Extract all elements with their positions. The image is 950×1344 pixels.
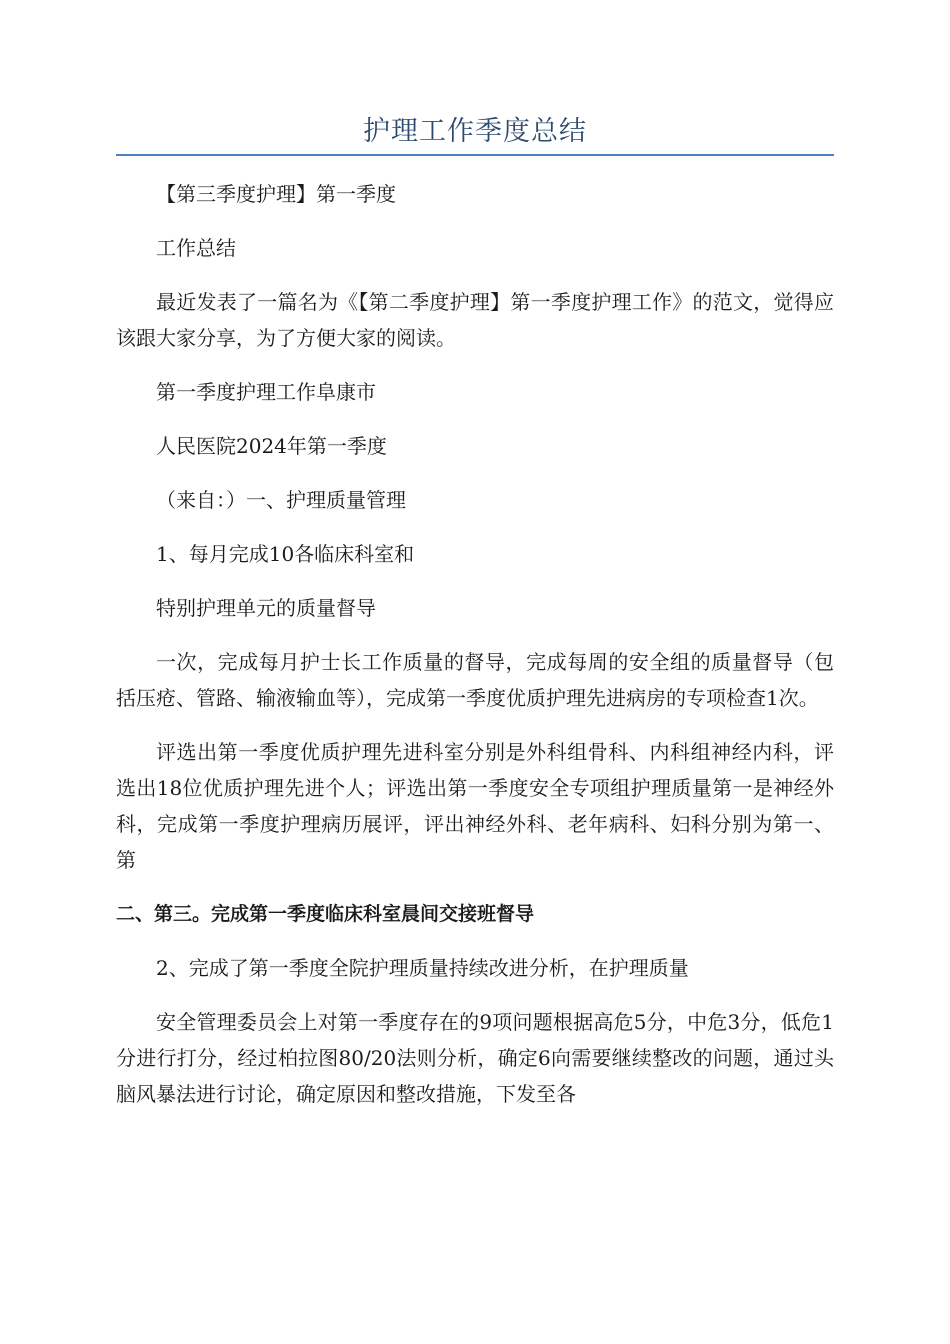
document-title: 护理工作季度总结: [363, 116, 587, 147]
paragraph-2: 工作总结: [156, 236, 236, 260]
paragraph-8: 特别护理单元的质量督导: [156, 596, 376, 620]
title-underline: [116, 154, 834, 156]
paragraph-4: 第一季度护理工作阜康市: [156, 380, 376, 404]
section-heading: 二、第三。完成第一季度临床科室晨间交接班督导: [116, 903, 535, 925]
paragraph-3: 最近发表了一篇名为《【第二季度护理】第一季度护理工作》的范文，觉得应该跟大家分享，为了方便大家的阅读。: [116, 290, 834, 350]
paragraph-9: 一次，完成每月护士长工作质量的督导，完成每周的安全组的质量督导（包括压疮、管路、输液输血等），完成第一季度优质护理先进病房的专项检查1次。: [116, 650, 834, 710]
paragraph-6: （来自：）一、护理质量管理: [156, 488, 406, 512]
paragraph-10: 评选出第一季度优质护理先进科室分别是外科组骨科、内科组神经内科，评选出18位优质护理先进个人；评选出第一季度安全专项组护理质量第一是神经外科，完成第一季度护理病历展评，评出神经外科、老年病科、妇科分别为第一、第: [116, 740, 834, 872]
paragraph-7: 1、每月完成10各临床科室和: [156, 542, 415, 566]
document-page: [116, 0, 834, 1130]
document-body: [116, 176, 834, 1112]
paragraph-12: 2、完成了第一季度全院护理质量持续改进分析，在护理质量: [156, 956, 689, 980]
paragraph-5: 人民医院2024年第一季度: [156, 434, 387, 458]
paragraph-13: 安全管理委员会上对第一季度存在的9项问题根据高危5分，中危3分，低危1分进行打分，经过柏拉图80/20法则分析，确定6向需要继续整改的问题，通过头脑风暴法进行讨论，确定原因和整改措施，下发至各: [116, 1010, 834, 1106]
paragraph-1: 【第三季度护理】第一季度: [156, 182, 396, 206]
